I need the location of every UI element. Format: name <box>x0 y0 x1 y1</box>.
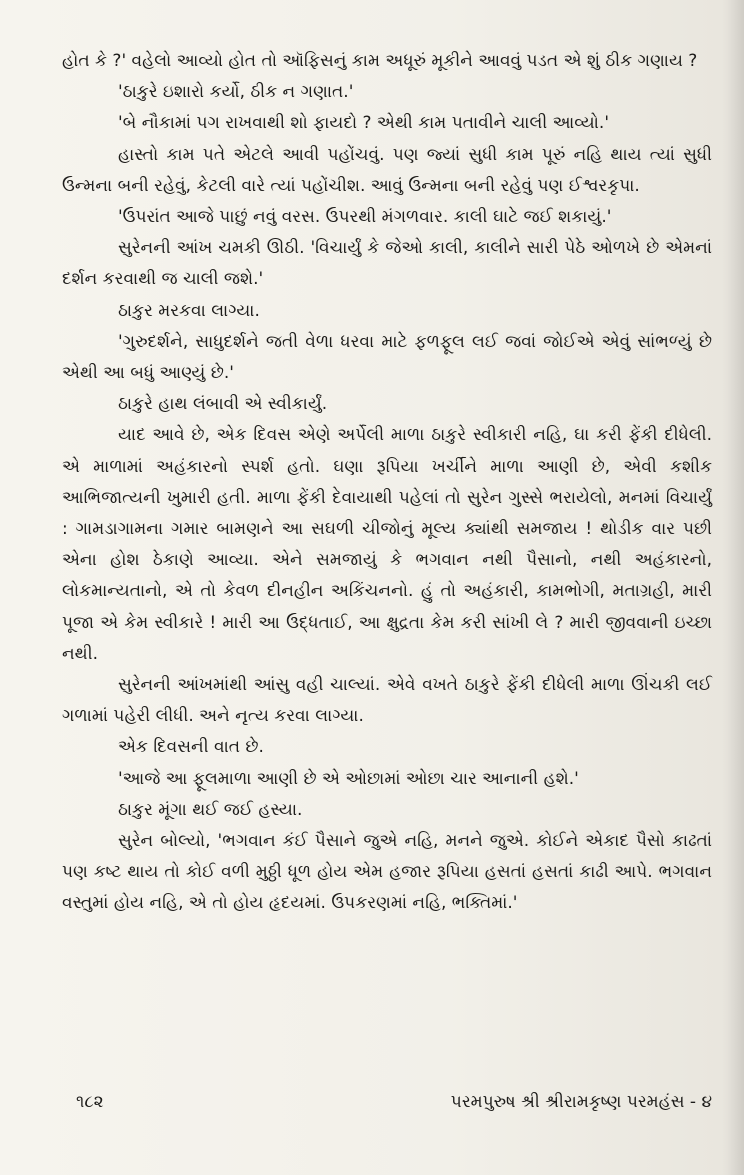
running-title: પરમપુરુષ શ્રી શ્રીરામકૃષ્ણ પરમહંસ - ૪ <box>450 1092 712 1112</box>
paragraph: સુરેન બોલ્યો, 'ભગવાન કંઈ પૈસાને જુએ નહિ, મનને જુએ. કોઈને એકાદ પૈસો કાઢતાં પણ કષ્ટ થાય તો કોઈ વળી મુઠ્ઠી ધૂળ હોય એમ હજાર રૂપિયા હસતાં હસતાં કાઢી આપે. ભગવાન વસ્તુમાં હોય નહિ, એ તો હોય હૃદયમાં. ઉપકરણમાં નહિ, ભક્તિમાં.' <box>62 831 712 914</box>
paragraph: 'ઉપરાંત આજે પાછું નવું વરસ. ઉપરથી મંગળવાર. કાલી ઘાટે જઈ શકાયું.' <box>118 207 612 228</box>
page-footer <box>62 1092 712 1122</box>
paragraph: એક દિવસની વાત છે. <box>118 737 264 758</box>
paragraph: ઠાકુર મરકવા લાગ્યા. <box>118 300 260 321</box>
page-body-text <box>62 46 712 920</box>
paragraph: 'ઠાકુરે ઇશારો કર્યો, ઠીક ન ગણાત.' <box>118 82 354 103</box>
paragraph: સુરેનની આંખ ચમકી ઊઠી. 'વિચાર્યું કે જેઓ કાલી, કાલીને સારી પેઠે ઓળખે છે એમનાં દર્શન કરવાથી જ ચાલી જશે.' <box>62 238 712 290</box>
paragraph: ઠાકુર મૂંગા થઈ જઈ હસ્યા. <box>118 799 303 820</box>
paragraph: યાદ આવે છે, એક દિવસ એણે અર્પેલી માળા ઠાકુરે સ્વીકારી નહિ, ઘા કરી ફેંકી દીધેલી. એ માળામાં અહંકારનો સ્પર્શ હતો. ઘણા રૂપિયા ખર્ચીને માળા આણી છે, એવી કશીક આભિજાત્યની ખુમારી હતી. માળા ફેંકી દેવાયાથી પહેલાં તો સુરેન ગુસ્સે ભરાયેલો, મનમાં વિચાર્યું : ગામડાગામના ગમાર બામણને આ સઘળી ચીજોનું મૂલ્ય ક્યાંથી સમજાય ! થોડીક વાર પછી એના હોશ ઠેકાણે આવ્યા. એને સમજાયું કે ભગવાન નથી પૈસાનો, નથી અહંકારનો, લોકમાન્યતાનો, એ તો કેવળ દીનહીન અકિંચનનો. હું તો અહંકારી, કામભોગી, મતાગ્રહી, મારી પૂજા એ કેમ સ્વીકારે ! મારી આ ઉદ્ધતાઈ, આ ક્ષુદ્રતા કેમ કરી સાંખી લે ? મારી જીવવાની ઇચ્છા નથી. <box>62 425 712 664</box>
paragraph: 'બે નૌકામાં પગ રાખવાથી શો ફાયદો ? એથી કામ પતાવીને ચાલી આવ્યો.' <box>118 113 609 134</box>
paragraph: હાસ્તો કામ પતે એટલે આવી પહોંચવું. પણ જ્યાં સુધી કામ પૂરું નહિ થાય ત્યાં સુધી ઉન્મના બની રહેવું, કેટલી વારે ત્યાં પહોંચીશ. આવું ઉન્મના બની રહેવું પણ ઈશ્વરકૃપા. <box>62 144 712 196</box>
paragraph: સુરેનની આંખમાંથી આંસુ વહી ચાલ્યાં. એવે વખતે ઠાકુરે ફેંકી દીધેલી માળા ઊંચકી લઈ ગળામાં પહેરી લીધી. અને નૃત્ય કરવા લાગ્યા. <box>62 675 712 727</box>
page-gutter-shadow <box>728 0 744 1175</box>
page-number: ૧૮૨ <box>76 1092 104 1112</box>
paragraph: 'ગુરુદર્શને, સાધુદર્શને જતી વેળા ધરવા માટે ફળફૂલ લઈ જવાં જોઈએ એવું સાંભળ્યું છે એથી આ બધું આણ્યું છે.' <box>62 331 712 384</box>
paragraph: ઠાકુરે હાથ લંબાવી એ સ્વીકાર્યું. <box>118 394 328 415</box>
paragraph: હોત કે ?' વહેલો આવ્યો હોત તો ઑફિસનું કામ અધૂરું મૂકીને આવવું પડત એ શું ઠીક ગણાય ? <box>62 51 698 71</box>
paragraph: 'આજે આ ફૂલમાળા આણી છે એ ઓછામાં ઓછા ચાર આનાની હશે.' <box>118 768 579 789</box>
